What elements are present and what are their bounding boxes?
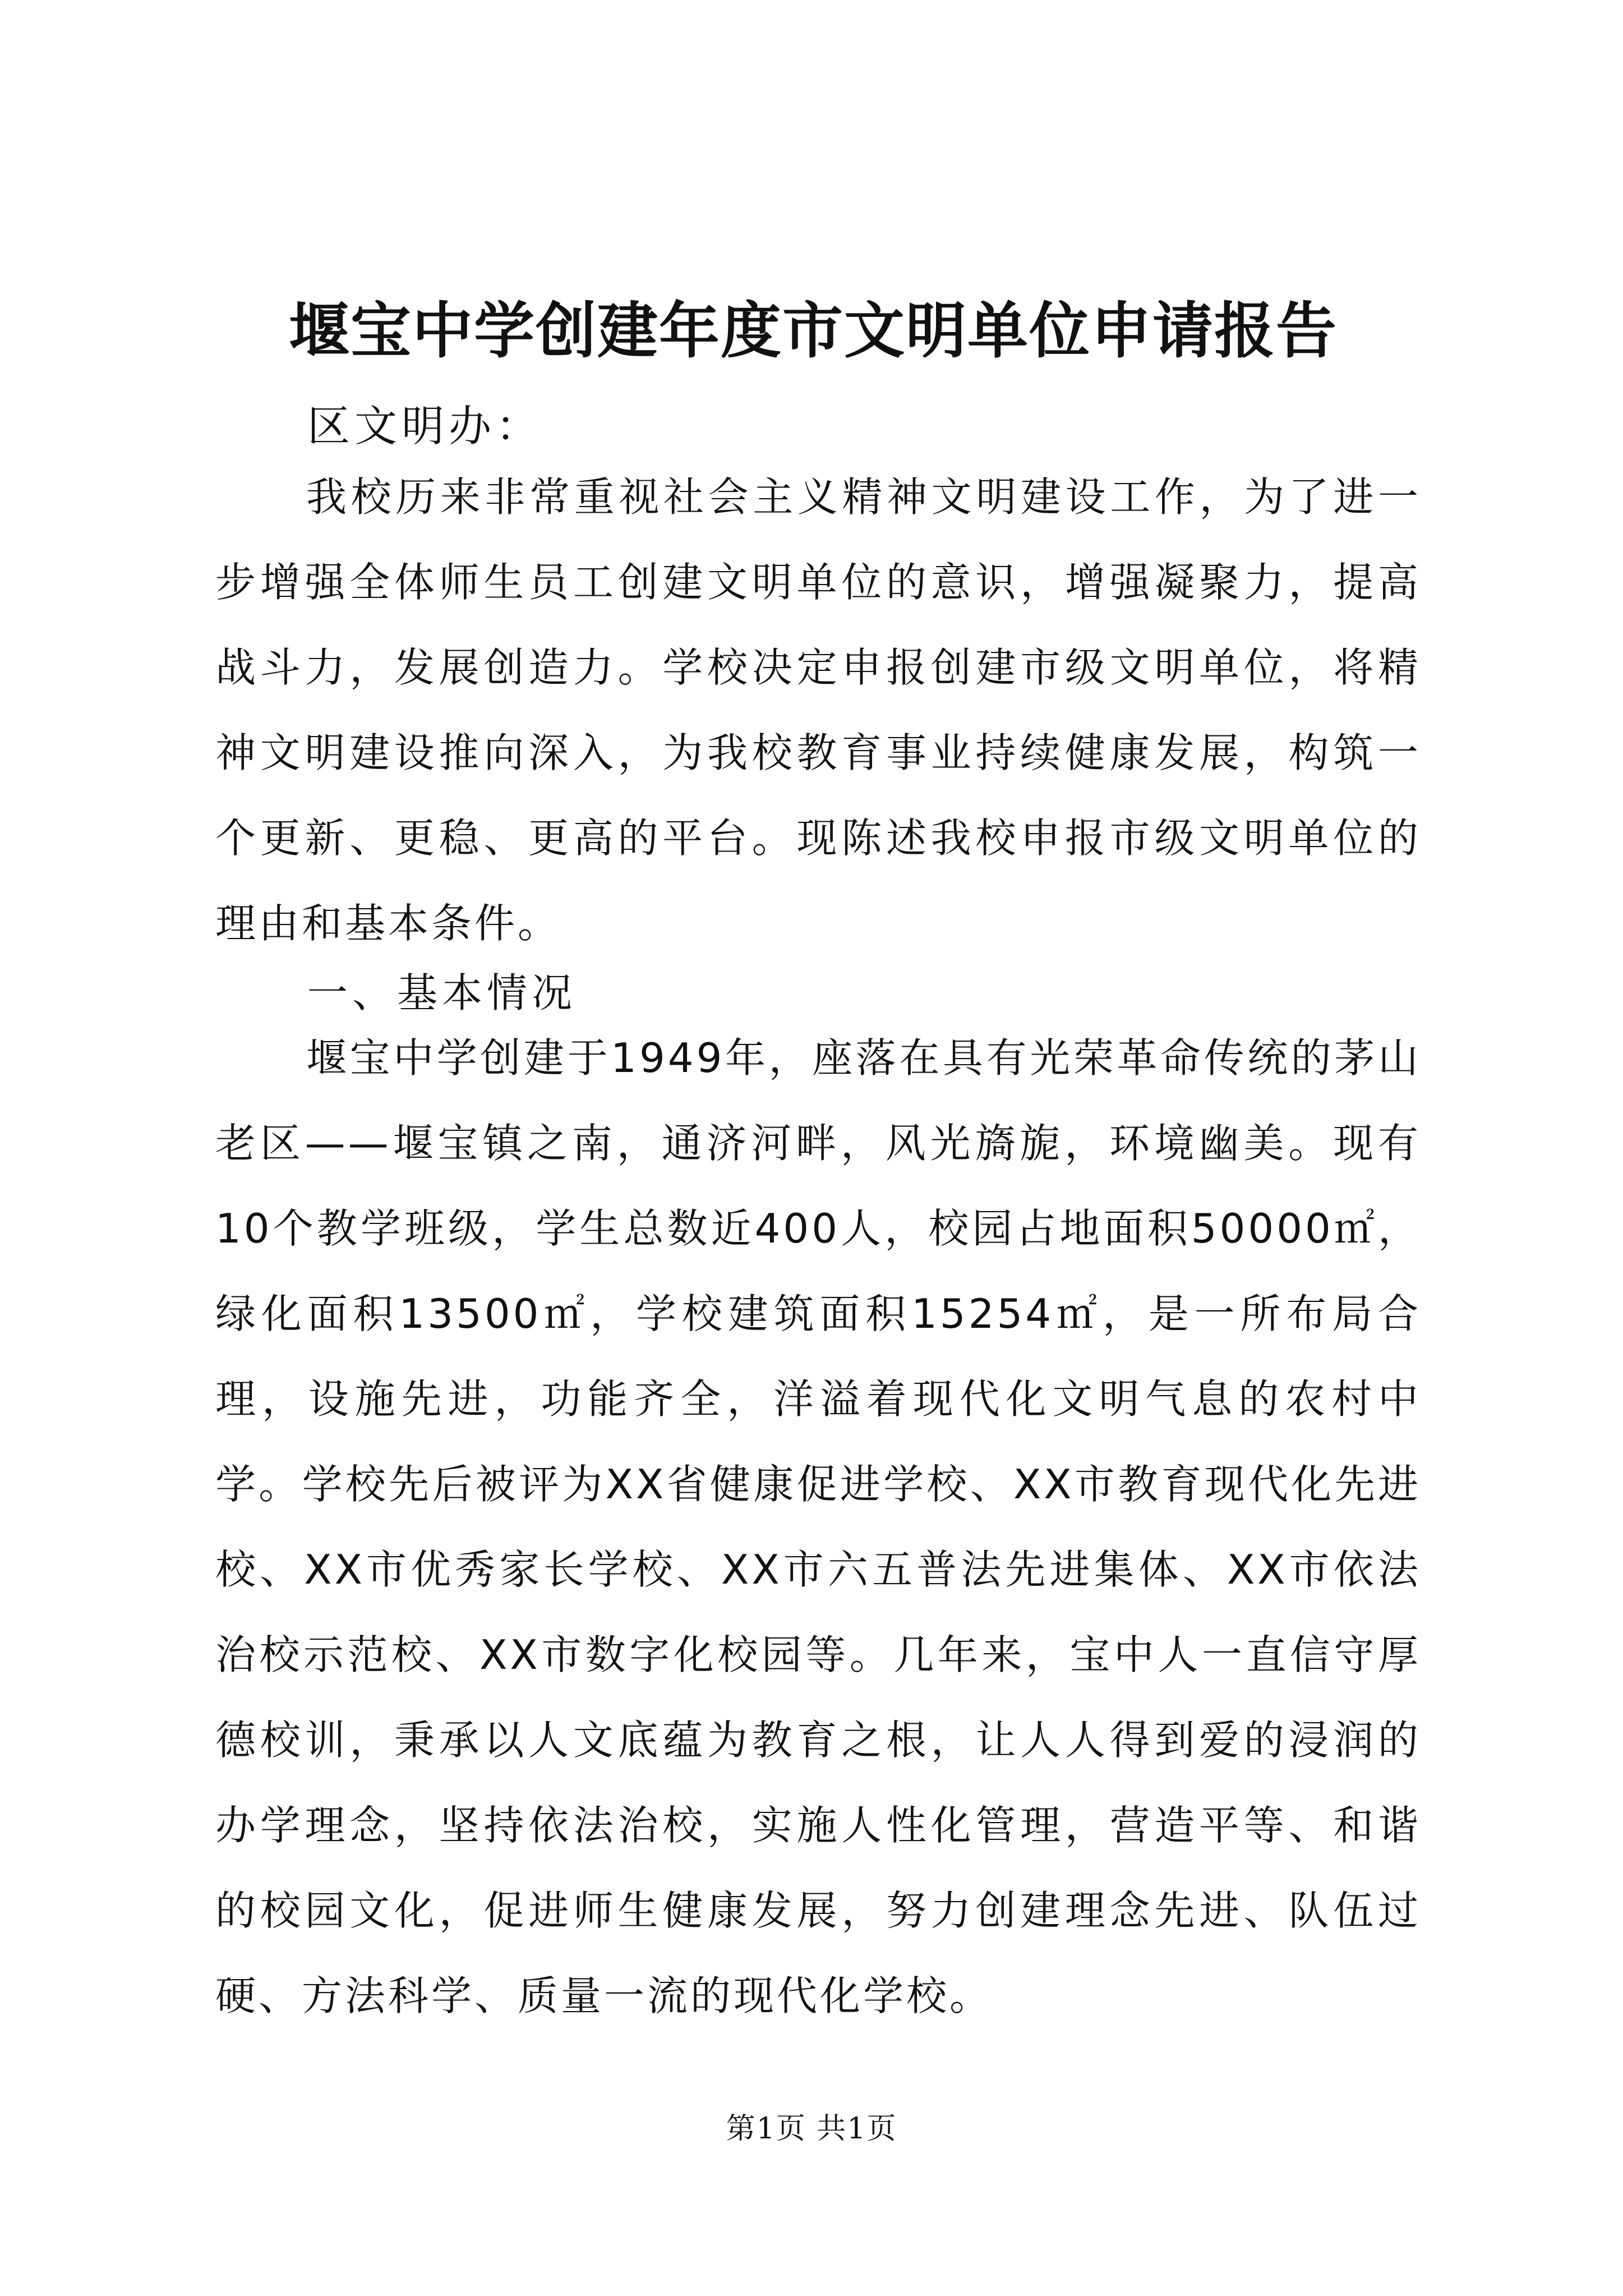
document-title: 堰宝中学创建年度市文明单位申请报告: [288, 296, 1338, 366]
salutation: 区文明办：: [307, 401, 543, 451]
section-heading: 一、基本情况: [307, 969, 577, 1016]
page-footer: 第1页 共1页: [726, 2112, 897, 2146]
paragraph-intro: 我校历来非常重视社会主义精神文明建设工作，为了进一步增强全体师生员工创建文明单位的意识，增强凝聚力，提高战斗力，发展创造力。学校决定申报创建市级文明单位，将精神文明建设推向深入，为我校教育事业持续健康发展，构筑一个更新、更稳、更高的平台。现陈述我校申报市级文明单位的理由和基本条件。: [215, 473, 1421, 947]
paragraph-basic-info: 堰宝中学创建于1949年，座落在具有光荣革命传统的茅山老区——堰宝镇之南，通济河畔，风光旖旎，环境幽美。现有10个教学班级，学生总数近400人，校园占地面积50000㎡，绿化面积13500㎡，学校建筑面积15254㎡，是一所布局合理，设施先进，功能齐全，洋溢着现代化文明气息的农村中学。学校先后被评为XX省健康促进学校、XX市教育现代化先进校、XX市优秀家长学校、XX市六五普法先进集体、XX市依法治校示范校、XX市数字化校园等。几年来，宝中人一直信守厚德校训，秉承以人文底蕴为教育之根，让人人得到爱的浸润的办学理念，坚持依法治校，实施人性化管理，营造平等、和谐的校园文化，促进师生健康发展，努力创建理念先进、队伍过硬、方法科学、质量一流的现代化学校。: [215, 1034, 1421, 2019]
